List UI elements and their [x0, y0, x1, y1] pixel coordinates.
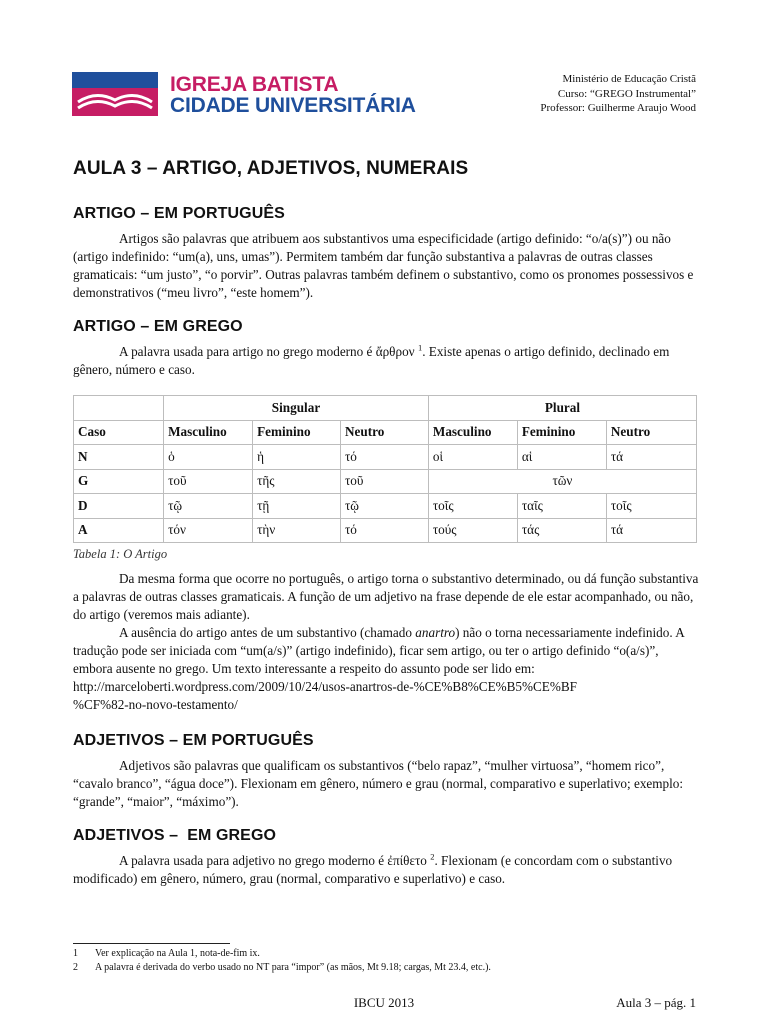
table-cell: τά — [606, 445, 696, 470]
column-header: Feminino — [517, 420, 606, 445]
footnote-number: 2 — [73, 962, 78, 973]
case-cell: D — [74, 494, 164, 519]
section-heading: ARTIGO – EM GREGO — [73, 318, 243, 335]
section-heading: ARTIGO – EM PORTUGUÊS — [73, 205, 285, 222]
section-adjetivos-grego — [73, 827, 699, 888]
text-run: ) não o torna necessariamente indefinido. A tradução pode ser iniciada com “um(a/s)” (artigo indefinido), ficar sem artigo, ou ter o artigo definido “o(a/s)”, embora ausente no grego. Um texto interessante a respeito do assunto pode ser lido em: — [73, 625, 684, 676]
column-header: Masculino — [428, 420, 517, 445]
column-header: Neutro — [340, 420, 428, 445]
course-line: Curso: “GREGO Instrumental” — [557, 87, 696, 100]
table-cell: τοῖς — [606, 494, 696, 519]
professor-line: Professor: Guilherme Araujo Wood — [540, 102, 696, 114]
page-title: AULA 3 – ARTIGO, ADJETIVOS, NUMERAIS — [73, 158, 469, 179]
section-heading: ADJETIVOS – EM PORTUGUÊS — [73, 732, 314, 749]
table-caption: Tabela 1: O Artigo — [73, 547, 168, 561]
section-paragraph — [73, 852, 699, 888]
url-line-2[interactable]: %CF%82-no-novo-testamento/ — [73, 697, 238, 712]
italic-term: anartro — [415, 625, 456, 640]
case-cell: A — [74, 518, 164, 543]
open-book-logo-icon — [72, 72, 158, 116]
table-row — [74, 445, 697, 470]
table-cell: τοῦ — [164, 469, 253, 494]
table-group-header-row — [74, 396, 697, 421]
document-body — [73, 158, 699, 888]
table-cell — [74, 396, 164, 421]
plural-header: Plural — [428, 396, 696, 421]
text-run: A palavra usada para adjetivo no grego moderno é ἐπίθετο — [119, 853, 431, 868]
table-cell: τόν — [164, 518, 253, 543]
footer-center: IBCU 2013 — [353, 995, 415, 1010]
section-paragraph: Adjetivos são palavras que qualificam os substantivos (“belo rapaz”, “mulher virtuosa”, “homem rico”, “cavalo branco”, “água doce”). Flexionam em gênero, número e grau (normal, comparativo e superlativo; exemplo: “grande”, “maior”, “máximo”). — [73, 758, 684, 809]
text-run: A palavra usada para artigo no grego moderno é ἄρθρον — [119, 344, 418, 359]
footnote-text: Ver explicação na Aula 1, nota-de-fim ix. — [95, 948, 260, 959]
page-number: Aula 3 – pág. 1 — [616, 995, 696, 1010]
table-cell: τῇ — [253, 494, 341, 519]
ministry-line: Ministério de Educação Cristã — [562, 73, 696, 85]
table-cell: τάς — [517, 518, 606, 543]
table-cell: τά — [606, 518, 696, 543]
article-table — [73, 395, 697, 543]
table-cell: τοῦ — [340, 469, 428, 494]
url-line-1[interactable]: http://marceloberti.wordpress.com/2009/10/24/usos-anartros-de-%CE%B8%CE%B5%CE%BF — [73, 679, 577, 694]
table-cell: τὴν — [253, 518, 341, 543]
logo-line-1: IGREJA BATISTA — [170, 73, 339, 96]
table-row — [74, 518, 697, 543]
text-run: A ausência do artigo antes de um substantivo (chamado — [119, 625, 416, 640]
case-cell: G — [74, 469, 164, 494]
text-run: . Flexionam (e concordam com o substantivo modificado) em gênero, número, grau (normal, comparativo e superlativo) e caso. — [73, 853, 673, 886]
column-header: Masculino — [164, 420, 253, 445]
logo-text — [170, 74, 416, 116]
table-cell: αἱ — [517, 445, 606, 470]
table-cell: τούς — [428, 518, 517, 543]
column-header: Caso — [74, 420, 164, 445]
section-artigo-portugues — [73, 205, 699, 302]
table-cell: ἡ — [253, 445, 341, 470]
footnotes — [73, 947, 699, 975]
table-cell: τοῖς — [428, 494, 517, 519]
table-row — [74, 494, 697, 519]
table-cell: τῷ — [340, 494, 428, 519]
table-cell: ὁ — [164, 445, 253, 470]
table-cell: τῶν — [428, 469, 696, 494]
table-cell: οἱ — [428, 445, 517, 470]
table-column-header-row — [74, 420, 697, 445]
section-adjetivos-portugues — [73, 732, 699, 811]
section-paragraph — [73, 343, 699, 379]
footnote-number: 1 — [73, 948, 78, 959]
reference-link[interactable] — [73, 678, 699, 714]
logo-line-2: CIDADE UNIVERSITÁRIA — [170, 94, 416, 117]
table-row — [74, 469, 697, 494]
section-artigo-grego — [73, 318, 699, 714]
footnote-text: A palavra é derivada do verbo usado no NT para “impor” (as mãos, Mt 9.18; cargas, Mt 23.4, etc.). — [95, 962, 491, 973]
footnote-ref[interactable]: 1 — [417, 342, 423, 353]
singular-header: Singular — [164, 396, 429, 421]
footnote-ref[interactable]: 2 — [430, 851, 435, 862]
footnote-divider — [73, 943, 230, 944]
table-cell: τῆς — [253, 469, 341, 494]
course-info — [540, 72, 696, 116]
paragraph-ausencia — [73, 624, 699, 678]
section-heading: ADJETIVOS – EM GREGO — [73, 827, 277, 844]
footnote — [73, 961, 699, 975]
paragraph-mesma-forma: Da mesma forma que ocorre no português, o artigo torna o substantivo determinado, ou dá função substantiva a palavras de outras classes gramaticais. A função de um adjetivo na frase depende de ele estar acompanhado, ou não, do artigo (veremos mais adiante). — [73, 571, 699, 622]
section-paragraph: Artigos são palavras que atribuem aos substantivos uma especificidade (artigo definido: “o/a(s)”) ou não (artigo indefinido: “um(a), uns, umas”). Permitem também dar função substantiva a palavras de outras classes gramaticais: “um justo”, “o porvir”. Outras palavras também definem o substantivo, como os pronomes possessivos e demonstrativos (“meu livro”, “este homem”). — [73, 231, 694, 300]
table-cell: τό — [340, 445, 428, 470]
column-header: Feminino — [253, 420, 341, 445]
table-cell: ταῖς — [517, 494, 606, 519]
church-logo — [72, 72, 432, 118]
footnote — [73, 947, 699, 961]
table-cell: τό — [340, 518, 428, 543]
text-run: . Existe apenas o artigo definido, declinado em gênero, número e caso. — [73, 344, 670, 377]
column-header: Neutro — [606, 420, 696, 445]
table-cell: τῷ — [164, 494, 253, 519]
case-cell: N — [74, 445, 164, 470]
